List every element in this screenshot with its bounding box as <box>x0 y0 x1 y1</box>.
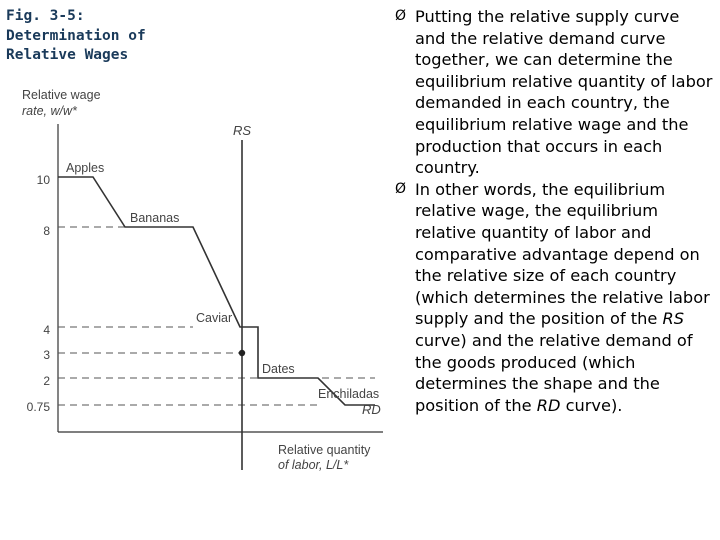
equilibrium-point <box>239 350 245 356</box>
tick-4: 4 <box>43 323 50 337</box>
bullet-2-rd-term: RD <box>536 395 561 415</box>
bullet-list <box>394 6 714 416</box>
relative-wage-diagram <box>0 80 390 480</box>
figure-caption <box>6 7 206 66</box>
bullet-item-1 <box>394 6 714 179</box>
x-axis-label-line-1: Relative quantity <box>278 443 371 457</box>
bullet-arrow-icon: Ø <box>395 8 407 24</box>
tick-10: 10 <box>36 173 50 187</box>
rd-label: RD <box>362 402 381 417</box>
bullet-2-text-part-3: curve). <box>560 395 623 415</box>
tick-2: 2 <box>43 374 50 388</box>
bullet-2-text-part-1: In other words, the equilibrium relative wage, the equilibrium relative quantity of labor and comparative advantage depend on the relative size of each country (which determines the relative labor supply and the position of the <box>415 179 710 329</box>
bullet-2-rs-term: RS <box>662 309 685 329</box>
label-bananas: Bananas <box>130 211 180 225</box>
bullet-2-text-part-2: curve) and the relative demand of the goods produced (which determines the shape and the position of the <box>415 330 693 415</box>
label-dates: Dates <box>262 362 295 376</box>
bullet-item-2 <box>394 179 714 417</box>
tick-3: 3 <box>43 348 50 362</box>
tick-8: 8 <box>43 224 50 238</box>
caption-line-1: Fig. 3-5: <box>6 8 85 24</box>
caption-line-3: Relative Wages <box>6 47 129 63</box>
label-apples: Apples <box>66 161 105 175</box>
bullet-1-text: Putting the relative supply curve and the relative demand curve together, we can determine the equilibrium relative quantity of labor demanded in each country, the equilibrium relative wage and the production that occurs in each country. <box>415 7 713 178</box>
rs-label: RS <box>232 123 252 138</box>
rd-curve <box>58 177 375 405</box>
x-axis-label-line-2: of labor, L/L* <box>278 458 349 472</box>
label-enchiladas: Enchiladas <box>318 387 380 401</box>
y-axis-label-line-1: Relative wage <box>22 88 101 102</box>
label-caviar: Caviar <box>196 311 233 325</box>
caption-line-2: Determination of <box>6 27 146 44</box>
y-axis-label-line-2: rate, w/w* <box>22 104 77 118</box>
tick-0-75: 0.75 <box>26 400 50 414</box>
bullet-arrow-icon: Ø <box>395 180 407 197</box>
